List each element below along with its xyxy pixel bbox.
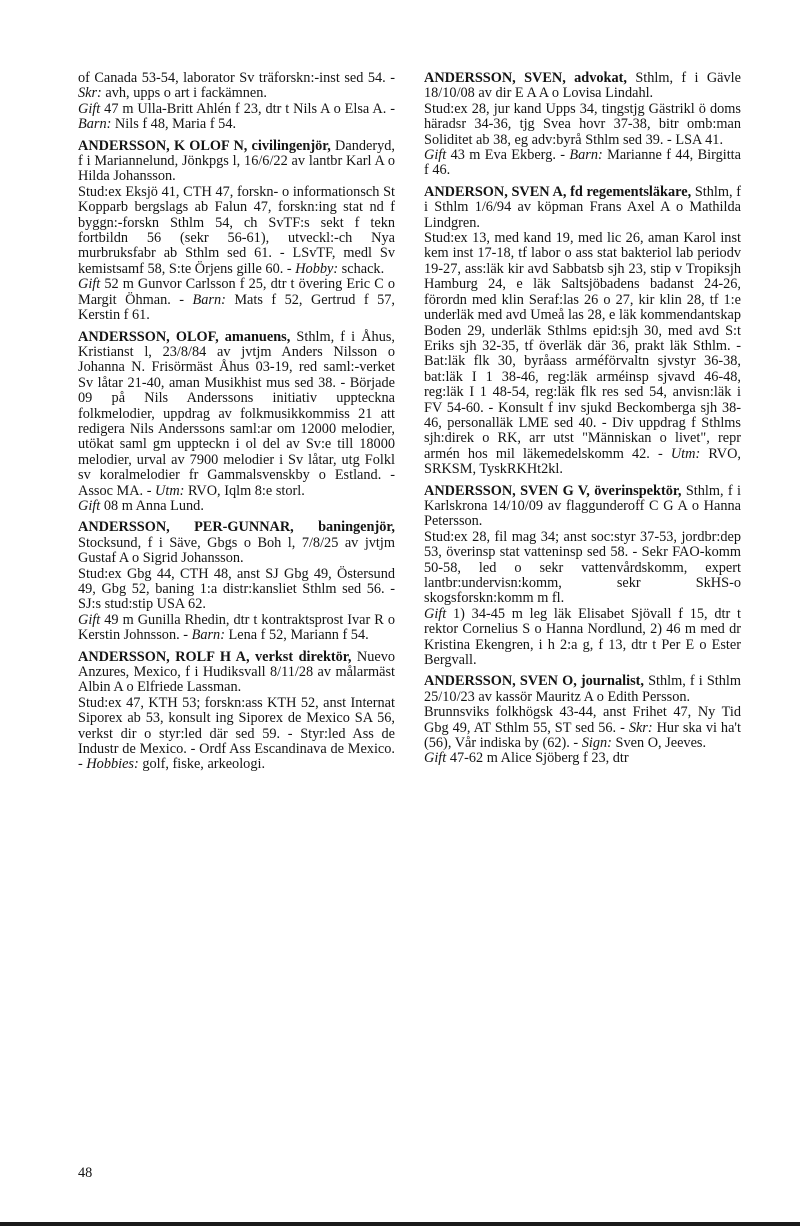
- page-number: 48: [78, 1165, 93, 1181]
- entry-andersson-olof: [78, 330, 395, 515]
- left-column: [78, 71, 395, 779]
- entry-andersson-sven-g-v: [424, 484, 741, 669]
- entry-andersson-rolf: [78, 650, 395, 773]
- entry-heading: ANDERSSON, ROLF H A, verkst direktör,: [78, 648, 352, 665]
- entry-heading: ANDERSSON, SVEN O, journalist,: [424, 673, 645, 690]
- entry-andersson-sven-o: [424, 674, 741, 766]
- entry-anderson-sven-a: [424, 185, 741, 478]
- entry-family: Gift 1) 34-45 m leg läk Elisabet Sjövall f 15, dtr t rektor Cornelius S o Hanna Nordlund, 2) 46 m med dr Kristina Ekengren, i h 2:a g, f 13, dtr t Per E o Ester Bergvall.: [424, 605, 741, 669]
- right-column: [424, 71, 741, 773]
- entry-heading: ANDERSSON, K OLOF N, civilingenjör,: [78, 137, 331, 154]
- entry-family: Gift 49 m Gunilla Rhedin, dtr t kontraktsprost Ivar R o Kerstin Johnsson. - Barn: Lena f 52, Mariann f 54.: [78, 611, 395, 644]
- bottom-rule: [0, 1222, 800, 1226]
- entry-family: Gift 52 m Gunvor Carlsson f 25, dtr t övering Eric C o Margit Öhman. - Barn: Mats f 52, Gertrud f 57, Kerstin f 61.: [78, 276, 395, 324]
- entry-andersson-sven: [424, 71, 741, 179]
- entry-intro: ANDERSSON, K OLOF N, civilingenjör, Danderyd, f i Mariannelund, Jönkpgs l, 16/6/22 av lantbr Karl A o Hilda Johansson.: [78, 137, 395, 185]
- entry-heading: ANDERSSON, OLOF, amanuens,: [78, 328, 291, 345]
- entry-intro: ANDERSSON, OLOF, amanuens, Sthlm, f i Åhus, Kristianst l, 23/8/84 av jvtjm Anders Nilsson o Johanna N. Frisörmäst Åhus 03-19, red saml:-verket Sv låtar 21-40, aman Musikhist mus sed 38. - Började 09 på Nils Anderssons initiativ uppteckna folkmelodier, uppdrag av folkmusikkommiss 21 att redigera Nils Anderssons saml:ar om 12000 melodier, utökat saml gm uppteckn i ol del av Sv:e till 18000 melodier, urval av 7900 melodier i Sv låtar, utg Folkl sv koralmelodier fr Gammalsvenskby o Estland. - Assoc MA. - Utm: RVO, Iqlm 8:e storl.: [78, 328, 395, 499]
- entry-study: Stud:ex 13, med kand 19, med lic 26, aman Karol inst kem inst 17-18, tf labor o ass stat bakteriol lab periodv 19-27, ass:läk kir avd Sabbatsb sjh 23, stip v Tropiksjh Hamburg 24, e läk Saltsjöbadens badanst 24-26, förordn med klin Seraf:las 26 o 27, kir klin 28, tf 1:e underläk med avd Umeå las 28, e läk kommendantskap Boden 29, underläk Sthlms epid:sjh 30, med avd S:t Eriks sjh 32-35, tf överläk där 36, prakt läk Sthlm. - Bat:läk flk 30, byråass arméförvaltn sjvstyr 36-38, bat:läk I 1 38-46, reg:läk arméinsp sjvavd 46-48, reg:läk I 1 48-54, reg:läk flk res sed 54, anvisn:läk i FV 54-60. - Konsult f inv sjukd Beckomberga sjh 38-46, personalläk LME sed 40. - Div uppdrag f Sthlms sjh:direk o RK, arr utst "Människan o livet", repr armén hos mil läkemedelskomm 42. - Utm: RVO, SRKSM, TyskRKHt2kl.: [424, 230, 741, 478]
- entry-study: Brunnsviks folkhögsk 43-44, anst Frihet 47, Ny Tid Gbg 49, AT Sthlm 55, ST sed 56. - Skr: Hur ska vi ha't (56), Vår indiska by (62). - Sign: Sven O, Jeeves.: [424, 704, 741, 752]
- entry-intro: ANDERSSON, SVEN G V, överinspektör, Sthlm, f i Karlskrona 14/10/09 av flaggunderoff C G A o Hanna Petersson.: [424, 482, 741, 530]
- entry-family: Gift 47 m Ulla-Britt Ahlén f 23, dtr t Nils A o Elsa A. - Barn: Nils f 48, Maria f 54.: [78, 100, 395, 133]
- entry-study: Stud:ex Gbg 44, CTH 48, anst SJ Gbg 49, Östersund 49, Gbg 52, baning 1:a distr:kansliet Sthlm sed 56. - SJ:s stud:stip USA 62.: [78, 565, 395, 613]
- entry-study: Stud:ex 47, KTH 53; forskn:ass KTH 52, anst Internat Siporex ab 53, konsult ing Siporex de Mexico SA 56, verkst dir o styr:led där sed 59. - Styr:led Ass de Industr de Mexico. - Ordf Ass Escandinava de Mexico. - Hobbies: golf, fiske, arkeologi.: [78, 694, 395, 773]
- continuation-entry: [78, 71, 395, 133]
- entry-heading: ANDERSSON, PER-GUNNAR, baningenjör,: [78, 519, 395, 536]
- entry-intro: ANDERSSON, SVEN O, journalist, Sthlm, f i Sthlm 25/10/23 av kassör Mauritz A o Edith Persson.: [424, 673, 742, 705]
- entry-family: Gift 47-62 m Alice Sjöberg f 23, dtr: [424, 750, 629, 767]
- entry-intro: ANDERSSON, SVEN, advokat, Sthlm, f i Gävle 18/10/08 av dir E A A o Lovisa Lindahl.: [424, 70, 741, 102]
- entry-intro: ANDERSSON, PER-GUNNAR, baningenjör, Stocksund, f i Säve, Gbgs o Boh l, 7/8/25 av jvtjm Gustaf A o Sigrid Johansson.: [78, 519, 395, 567]
- entry-study: Stud:ex Eksjö 41, CTH 47, forskn- o informationsch St Kopparb bergslags ab Falun 47, forskn:ing stat nd f byggn:-forskn Sthlm 54, ch SvTF:s sekt f tekn fortbildn 56 (sekr 56-61), utveckl:-ch Nya murbruksfabr ab Sthlm sed 61. - LSvTF, medl Sv kemistsamf 58, S:te Örjens gille 60. - Hobby: schack.: [78, 183, 395, 277]
- entry-heading: ANDERSON, SVEN A, fd regementsläkare,: [424, 183, 692, 200]
- entry-andersson-per-gunnar: [78, 520, 395, 643]
- entry-heading: ANDERSSON, SVEN, advokat,: [424, 70, 627, 86]
- entry-study: Stud:ex 28, fil mag 34; anst soc:styr 37-53, jordbr:dep 53, överinsp stat vatteninsp sed 58. - Sekr FAO-komm 50-58, led o sekr vattenvårdskomm, expert lantbr:undervisn:komm, sekr SkHS-o skogsforskn:komm m fl.: [424, 528, 741, 607]
- entry-family: Gift 08 m Anna Lund.: [78, 497, 204, 514]
- entry-family: Gift 43 m Eva Ekberg. - Barn: Marianne f 44, Birgitta f 46.: [424, 147, 741, 179]
- entry-study: Stud:ex 28, jur kand Upps 34, tingstjg Gästrikl ö doms häradsr 34-36, tjg Svea hovr 37-38, bitr omb:man Soliditet ab 38, eg adv:byrå Sthlm sed 39. - LSA 41.: [424, 100, 741, 148]
- entry-text: of Canada 53-54, laborator Sv träforskn:-inst sed 54. - Skr: avh, upps o art i fackämnen.: [78, 70, 395, 102]
- entry-andersson-k-olof: [78, 139, 395, 324]
- entry-heading: ANDERSSON, SVEN G V, överinspektör,: [424, 482, 682, 499]
- entry-intro: ANDERSON, SVEN A, fd regementsläkare, Sthlm, f i Sthlm 1/6/94 av köpman Frans Axel A o Mathilda Lindgren.: [424, 183, 742, 231]
- entry-intro: ANDERSSON, ROLF H A, verkst direktör, Nuevo Anzures, Mexico, f i Hudiksvall 8/11/28 av målarmäst Albin A o Elfriede Lassman.: [78, 648, 395, 696]
